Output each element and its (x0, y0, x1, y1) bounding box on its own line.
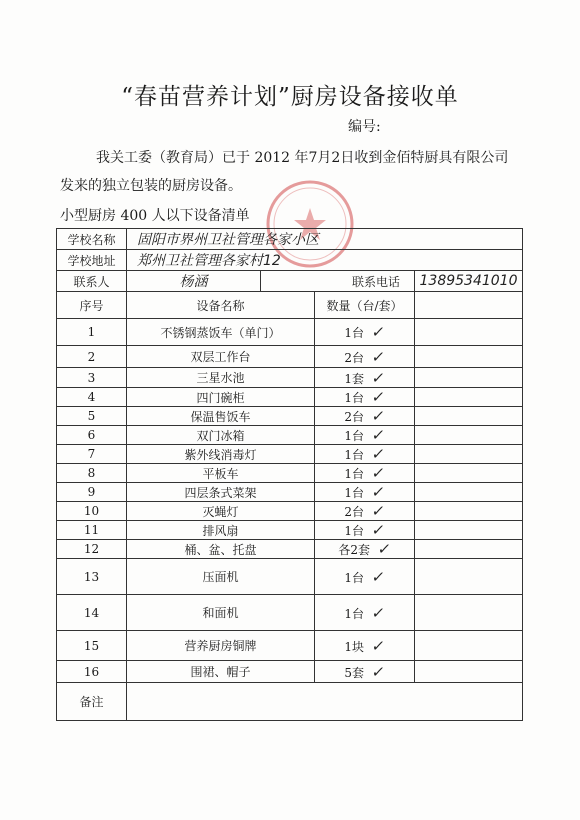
item-qty-cell (315, 388, 415, 407)
item-qty: 1台 (344, 429, 365, 443)
item-index: 13 (57, 559, 127, 595)
check-mark-icon: ✓ (370, 368, 387, 387)
remarks-value (127, 683, 523, 721)
item-index: 5 (57, 407, 127, 426)
item-blank (415, 368, 523, 388)
item-qty: 1台 (344, 606, 365, 621)
check-mark-icon: ✓ (370, 388, 387, 406)
check-mark-icon: ✓ (370, 662, 387, 681)
school-name-row (57, 229, 523, 250)
item-qty-cell (315, 368, 415, 388)
table-row (57, 407, 523, 426)
item-blank (415, 346, 523, 368)
item-blank (415, 521, 523, 540)
item-qty-cell (315, 559, 415, 595)
item-blank (415, 464, 523, 483)
item-index: 12 (57, 540, 127, 559)
check-mark-icon: ✓ (370, 323, 387, 341)
item-qty: 1台 (344, 326, 365, 340)
phone-label: 联系电话 (261, 271, 415, 292)
equipment-items (57, 319, 523, 683)
table-row (57, 464, 523, 483)
item-qty: 5套 (344, 665, 365, 680)
table-row (57, 388, 523, 407)
item-blank (415, 502, 523, 521)
school-name-value: 固阳市界州卫社管理各家小区 (127, 229, 523, 250)
item-blank (415, 483, 523, 502)
intro-line-2: 发来的独立包装的厨房设备。 (60, 178, 242, 194)
item-name: 围裙、帽子 (127, 661, 315, 683)
check-mark-icon: ✓ (370, 464, 387, 482)
item-blank (415, 631, 523, 661)
school-name-label: 学校名称 (57, 229, 127, 250)
item-qty-cell (315, 540, 415, 559)
table-row (57, 502, 523, 521)
table-row (57, 346, 523, 368)
item-qty: 1块 (344, 639, 365, 654)
item-qty-cell (315, 346, 415, 368)
item-blank (415, 319, 523, 346)
column-header-blank (415, 292, 523, 319)
item-index: 16 (57, 661, 127, 683)
item-blank (415, 426, 523, 445)
equipment-table (56, 228, 523, 721)
table-row (57, 368, 523, 388)
item-index: 9 (57, 483, 127, 502)
check-mark-icon: ✓ (370, 426, 387, 444)
school-address-value: 郑州卫社管理各家村12 (127, 250, 523, 271)
item-index: 1 (57, 319, 127, 346)
contact-label: 联系人 (57, 271, 127, 292)
item-name: 紫外线消毒灯 (127, 445, 315, 464)
document-title: “春苗营养计划”厨房设备接收单 (121, 84, 459, 110)
item-qty-cell (315, 631, 415, 661)
table-row (57, 426, 523, 445)
item-index: 4 (57, 388, 127, 407)
item-qty: 2台 (344, 410, 365, 424)
item-index: 7 (57, 445, 127, 464)
item-qty-cell (315, 319, 415, 346)
item-name: 不锈钢蒸饭车（单门） (127, 319, 315, 346)
item-name: 营养厨房铜牌 (127, 631, 315, 661)
item-qty-cell (315, 483, 415, 502)
item-qty: 各2套 (338, 543, 371, 557)
item-qty: 1台 (344, 391, 365, 405)
item-index: 2 (57, 346, 127, 368)
column-header-qty: 数量（台/套） (315, 292, 415, 319)
table-row (57, 559, 523, 595)
item-qty: 1台 (344, 448, 365, 462)
item-qty-cell (315, 426, 415, 445)
table-row (57, 319, 523, 346)
item-name: 四层条式菜架 (127, 483, 315, 502)
item-name: 压面机 (127, 559, 315, 595)
item-qty-cell (315, 445, 415, 464)
item-qty-cell (315, 661, 415, 683)
item-name: 三星水池 (127, 368, 315, 388)
contact-row (57, 271, 523, 292)
item-qty-cell (315, 521, 415, 540)
item-blank (415, 407, 523, 426)
table-row (57, 540, 523, 559)
item-qty-cell (315, 595, 415, 631)
school-address-row (57, 250, 523, 271)
remarks-label: 备注 (57, 683, 127, 721)
item-blank (415, 595, 523, 631)
item-index: 8 (57, 464, 127, 483)
phone-value: 13895341010 (415, 271, 523, 292)
item-qty: 1套 (344, 371, 365, 386)
item-name: 四门碗柜 (127, 388, 315, 407)
item-qty: 1台 (344, 486, 365, 500)
intro-line-1: 我关工委（教育局）已于 2012 年7月2日收到金佰特厨具有限公司 (96, 150, 509, 166)
check-mark-icon: ✓ (370, 407, 387, 425)
item-qty-cell (315, 407, 415, 426)
check-mark-icon: ✓ (370, 347, 387, 366)
column-header-index: 序号 (57, 292, 127, 319)
column-header-row (57, 292, 523, 319)
check-mark-icon: ✓ (370, 603, 387, 622)
remarks-row (57, 683, 523, 721)
item-qty: 1台 (344, 570, 365, 585)
item-qty: 2台 (344, 505, 365, 519)
item-qty-cell (315, 502, 415, 521)
serial-number-label: 编号: (348, 119, 381, 135)
item-name: 排风扇 (127, 521, 315, 540)
check-mark-icon: ✓ (376, 540, 393, 558)
item-qty-cell (315, 464, 415, 483)
table-row (57, 483, 523, 502)
item-name: 灭蝇灯 (127, 502, 315, 521)
item-index: 11 (57, 521, 127, 540)
list-subtitle: 小型厨房 400 人以下设备清单 (60, 208, 250, 224)
check-mark-icon: ✓ (370, 521, 387, 539)
item-name: 双门冰箱 (127, 426, 315, 445)
item-index: 3 (57, 368, 127, 388)
table-row (57, 661, 523, 683)
check-mark-icon: ✓ (370, 636, 387, 655)
item-qty: 1台 (344, 467, 365, 481)
item-blank (415, 661, 523, 683)
table-row (57, 595, 523, 631)
school-address-label: 学校地址 (57, 250, 127, 271)
item-blank (415, 445, 523, 464)
check-mark-icon: ✓ (370, 502, 387, 520)
item-index: 14 (57, 595, 127, 631)
column-header-name: 设备名称 (127, 292, 315, 319)
item-qty: 2台 (344, 350, 365, 365)
item-index: 15 (57, 631, 127, 661)
item-index: 6 (57, 426, 127, 445)
check-mark-icon: ✓ (370, 567, 387, 586)
table-row (57, 631, 523, 661)
item-name: 和面机 (127, 595, 315, 631)
table-row (57, 445, 523, 464)
item-name: 平板车 (127, 464, 315, 483)
item-name: 桶、盆、托盘 (127, 540, 315, 559)
check-mark-icon: ✓ (370, 445, 387, 463)
item-blank (415, 388, 523, 407)
item-blank (415, 540, 523, 559)
table-row (57, 521, 523, 540)
item-name: 保温售饭车 (127, 407, 315, 426)
item-name: 双层工作台 (127, 346, 315, 368)
item-qty: 1台 (344, 524, 365, 538)
item-index: 10 (57, 502, 127, 521)
contact-value: 杨涵 (127, 271, 261, 292)
check-mark-icon: ✓ (370, 483, 387, 501)
item-blank (415, 559, 523, 595)
